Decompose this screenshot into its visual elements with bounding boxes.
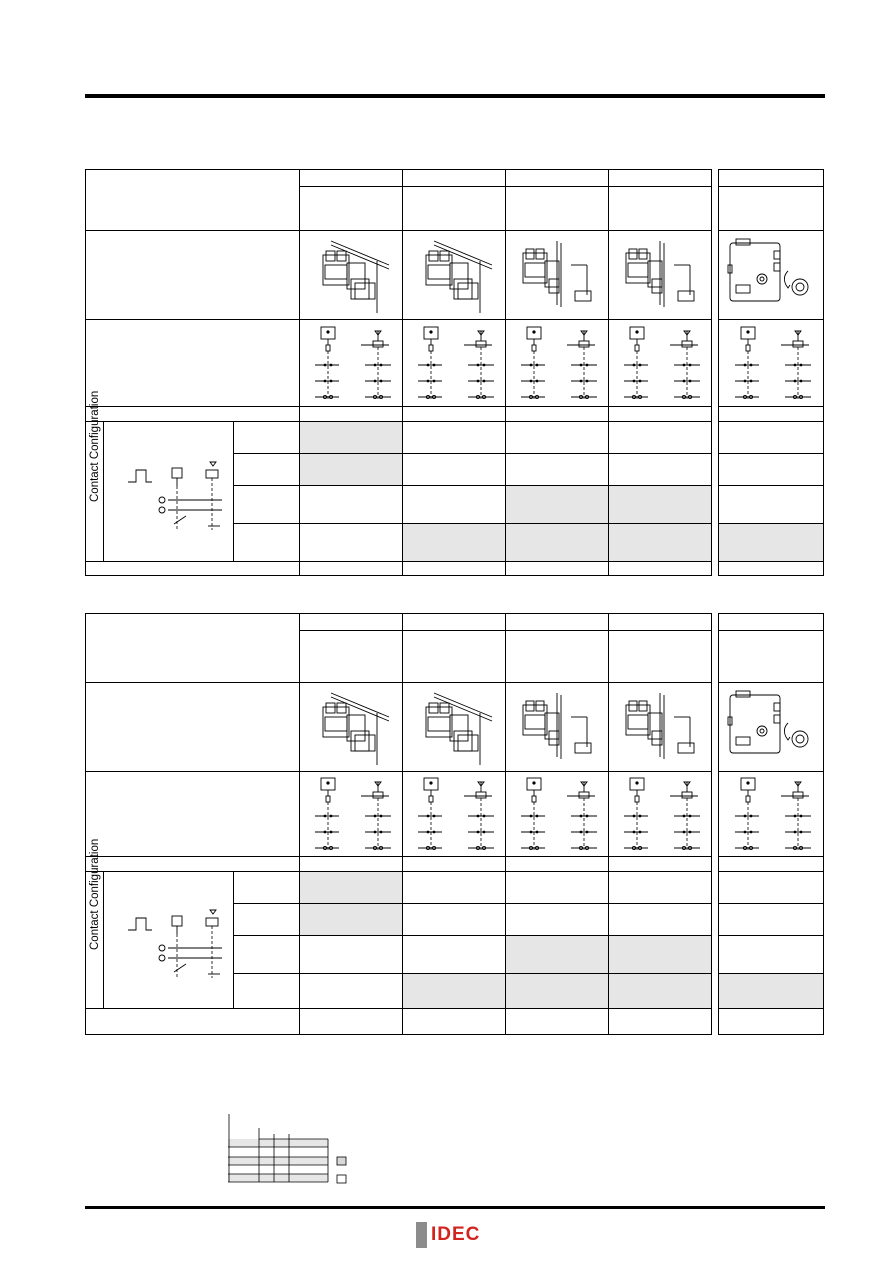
top-rule	[85, 94, 825, 98]
contact-cell	[300, 872, 403, 904]
contact-cell	[506, 524, 609, 562]
circuit-diagram-cell	[506, 772, 609, 857]
contact-cell	[300, 904, 403, 936]
bottom-rule	[85, 1206, 825, 1209]
switch-drawing-b	[517, 687, 597, 767]
model-sub-5	[719, 187, 824, 231]
contact-cell	[403, 422, 506, 454]
header-label-cell	[86, 614, 300, 683]
contact-cell	[403, 872, 506, 904]
contact-cell	[609, 936, 712, 974]
switch-image-cell	[300, 231, 403, 320]
contact-cell	[719, 904, 824, 936]
model-header-3	[506, 170, 609, 187]
circuit-diagram-cell	[609, 772, 712, 857]
logo-mark	[416, 1222, 427, 1248]
circuit-diagram	[729, 774, 813, 854]
switch-drawing-a	[311, 235, 391, 315]
contact-cell	[719, 422, 824, 454]
switch-image-cell	[403, 683, 506, 772]
circuit-label-cell	[86, 320, 300, 407]
circuit-diagram	[515, 323, 599, 403]
contact-cell	[506, 904, 609, 936]
model-sub-3	[506, 631, 609, 683]
switch-drawing-b	[620, 687, 700, 767]
contact-row-label	[234, 872, 300, 904]
circuit-diagram-cell	[506, 320, 609, 407]
contact-cell	[719, 974, 824, 1009]
model-sub-3	[506, 187, 609, 231]
logo-text: IDEC	[427, 1222, 482, 1248]
contact-cell	[300, 524, 403, 562]
footer-label-cell	[86, 1009, 300, 1035]
contact-cell	[403, 486, 506, 524]
switch-image-cell	[506, 231, 609, 320]
header-label-cell	[86, 170, 300, 231]
contact-legend-diagram	[114, 452, 224, 532]
contact-legend-diagram	[114, 900, 224, 980]
contact-config-label: Contact Configuration	[88, 390, 101, 502]
model-header-4	[609, 170, 712, 187]
model-header-2	[403, 614, 506, 631]
circuit-diagram-cell	[609, 320, 712, 407]
contact-cell	[609, 486, 712, 524]
legend-mini-table	[228, 1114, 358, 1186]
switch-image-cell	[300, 683, 403, 772]
idec-logo	[416, 1222, 482, 1248]
switch-drawing-a	[414, 687, 494, 767]
contact-cell	[506, 486, 609, 524]
model-header-1	[300, 614, 403, 631]
model-sub-4	[609, 631, 712, 683]
contact-legend-diagram-cell	[104, 872, 234, 1009]
contact-row-label	[234, 974, 300, 1009]
contact-row-label	[234, 454, 300, 486]
contact-cell	[719, 486, 824, 524]
circuit-diagram-cell	[300, 772, 403, 857]
model-header-1	[300, 170, 403, 187]
contact-cell	[300, 454, 403, 486]
switch-drawing-b	[620, 235, 700, 315]
footer-label-cell	[86, 562, 300, 576]
circuit-diagram	[412, 323, 496, 403]
contact-config-vertical-cell	[86, 390, 104, 562]
contact-config-vertical-cell	[86, 838, 104, 1009]
appearance-label-cell	[86, 231, 300, 320]
switch-image-cell	[403, 231, 506, 320]
appearance-label-cell	[86, 683, 300, 772]
contact-cell	[506, 422, 609, 454]
contact-cell	[609, 454, 712, 486]
contact-cell	[506, 454, 609, 486]
switch-image-cell	[719, 683, 824, 772]
model-header-4	[609, 614, 712, 631]
contact-row-label	[234, 422, 300, 454]
contact-config-label: Contact Configuration	[88, 838, 101, 950]
contact-row-label	[234, 486, 300, 524]
contact-cell	[609, 872, 712, 904]
column-gap	[712, 170, 719, 562]
circuit-diagram-cell	[719, 772, 824, 857]
model-header-5	[719, 614, 824, 631]
contact-cell	[506, 936, 609, 974]
contact-cell	[719, 454, 824, 486]
contact-cell	[403, 974, 506, 1009]
circuit-diagram	[618, 774, 702, 854]
spec-table-upper	[85, 169, 824, 576]
model-sub-2	[403, 187, 506, 231]
model-sub-1	[300, 187, 403, 231]
circuit-label-cell	[86, 772, 300, 857]
model-sub-1	[300, 631, 403, 683]
model-header-5	[719, 170, 824, 187]
switch-drawing-c	[726, 687, 816, 767]
spacer-row-label	[86, 407, 300, 422]
spec-table-lower	[85, 613, 824, 1035]
model-sub-2	[403, 631, 506, 683]
contact-cell	[719, 872, 824, 904]
contact-cell	[506, 872, 609, 904]
contact-cell	[300, 936, 403, 974]
contact-row-label	[234, 904, 300, 936]
contact-cell	[609, 974, 712, 1009]
contact-cell	[403, 904, 506, 936]
contact-cell	[300, 486, 403, 524]
contact-cell	[609, 524, 712, 562]
circuit-diagram	[618, 323, 702, 403]
contact-cell	[403, 524, 506, 562]
circuit-diagram	[515, 774, 599, 854]
column-gap	[712, 614, 719, 1009]
circuit-diagram-cell	[403, 772, 506, 857]
contact-cell	[719, 524, 824, 562]
contact-row-label	[234, 936, 300, 974]
contact-cell	[403, 454, 506, 486]
switch-image-cell	[719, 231, 824, 320]
circuit-diagram-cell	[719, 320, 824, 407]
model-sub-5	[719, 631, 824, 683]
contact-cell	[300, 974, 403, 1009]
model-sub-4	[609, 187, 712, 231]
circuit-diagram	[309, 774, 393, 854]
model-header-3	[506, 614, 609, 631]
switch-image-cell	[609, 231, 712, 320]
spacer-row-label	[86, 857, 300, 872]
contact-cell	[609, 422, 712, 454]
switch-drawing-b	[517, 235, 597, 315]
model-header-2	[403, 170, 506, 187]
circuit-diagram	[729, 323, 813, 403]
switch-image-cell	[506, 683, 609, 772]
switch-drawing-a	[414, 235, 494, 315]
contact-cell	[403, 936, 506, 974]
contact-legend-diagram-cell	[104, 422, 234, 562]
contact-cell	[506, 974, 609, 1009]
switch-image-cell	[609, 683, 712, 772]
contact-cell	[300, 422, 403, 454]
circuit-diagram-cell	[300, 320, 403, 407]
circuit-diagram	[309, 323, 393, 403]
switch-drawing-a	[311, 687, 391, 767]
switch-drawing-c	[726, 235, 816, 315]
circuit-diagram	[412, 774, 496, 854]
contact-row-label	[234, 524, 300, 562]
circuit-diagram-cell	[403, 320, 506, 407]
contact-cell	[719, 936, 824, 974]
contact-cell	[609, 904, 712, 936]
